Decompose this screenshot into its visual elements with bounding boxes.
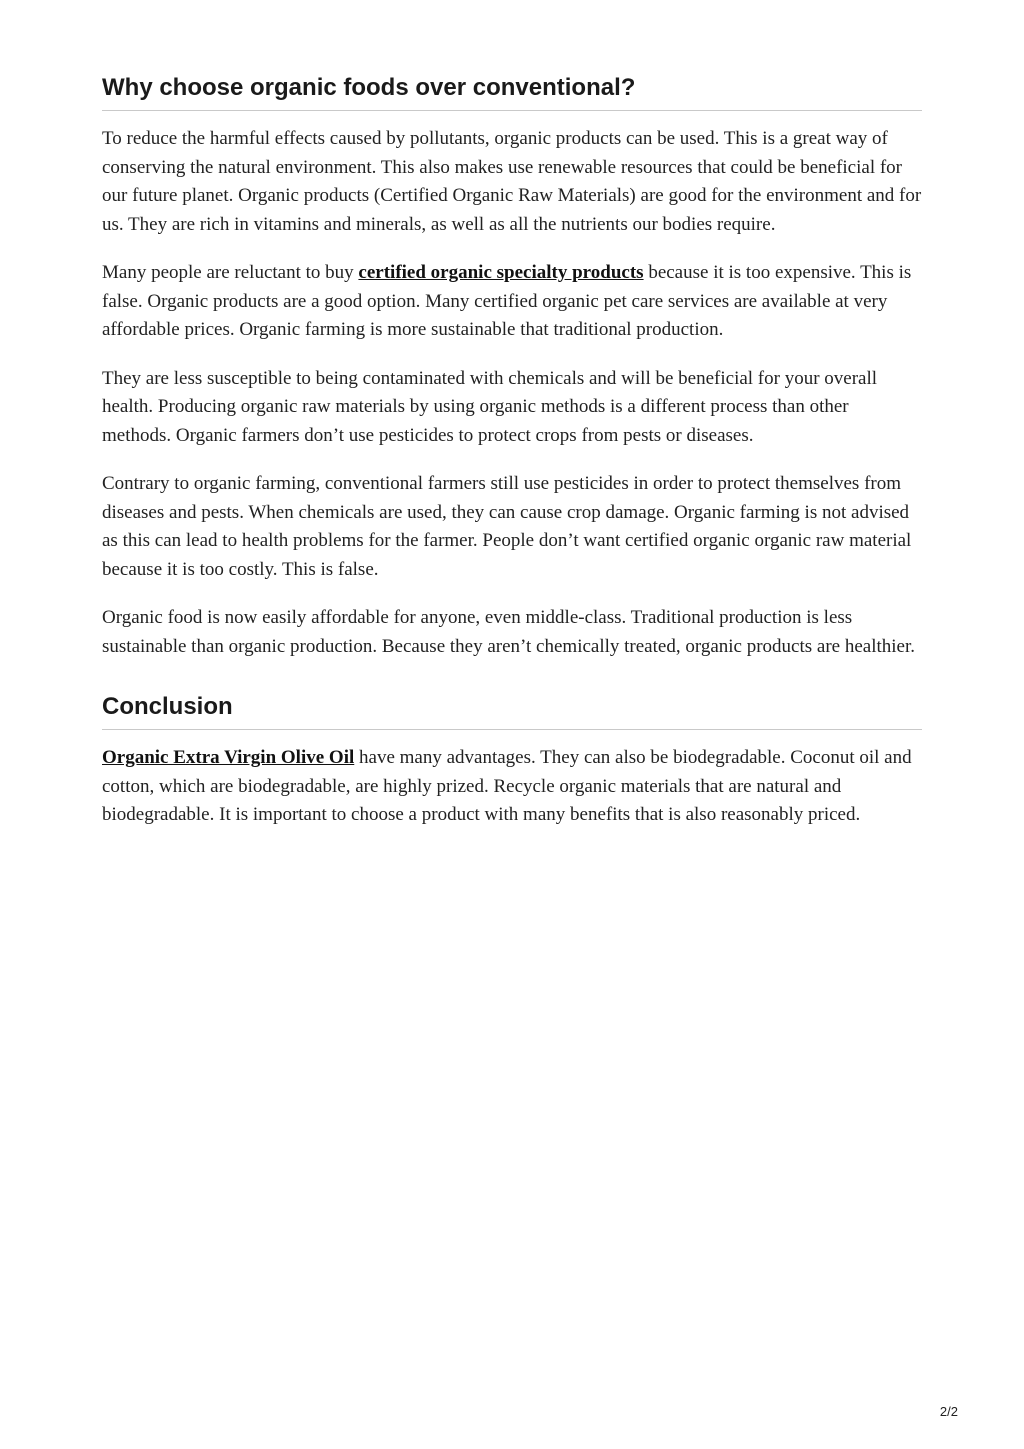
organic-extra-virgin-olive-oil-link[interactable]: Organic Extra Virgin Olive Oil <box>102 747 355 768</box>
page-number: 2/2 <box>939 1404 958 1419</box>
paragraph: Organic food is now easily affordable for anyone, even middle-class. Traditional production is less sustainable than organic production. Because they aren’t chemically treated, organic products are healthier. <box>102 607 916 657</box>
section-why-organic <box>102 72 922 661</box>
section-heading: Conclusion <box>102 691 922 730</box>
paragraph-text: Many people are reluctant to buy <box>102 262 359 283</box>
paragraph-text: have many advantages. They can also be biodegradable. Coconut oil and cotton, which are biodegradable, are highly prized. Recycle organic materials that are natural and biodegradable. It is important to choose a product with many benefits that is also reasonably priced. <box>102 747 912 825</box>
paragraph: Contrary to organic farming, conventional farmers still use pesticides in order to protect themselves from diseases and pests. When chemicals are used, they can cause crop damage. Organic farming is not advised as this can lead to health problems for the farmer. People don’t want certified organic organic raw material because it is too costly. This is false. <box>102 473 912 580</box>
document-page <box>102 72 922 830</box>
section-heading: Why choose organic foods over conventional? <box>102 72 922 111</box>
section-conclusion <box>102 691 922 830</box>
paragraph: They are less susceptible to being contaminated with chemicals and will be beneficial for your overall health. Producing organic raw materials by using organic methods is a different process than other methods. Organic farmers don’t use pesticides to protect crops from pests or diseases. <box>102 367 878 446</box>
paragraph <box>102 744 922 830</box>
certified-organic-specialty-products-link[interactable]: certified organic specialty products <box>358 262 644 283</box>
paragraph <box>102 259 922 345</box>
paragraph: To reduce the harmful effects caused by pollutants, organic products can be used. This is a great way of conserving the natural environment. This also makes use renewable resources that could be beneficial for our future planet. Organic products (Certified Organic Raw Materials) are good for the environment and for us. They are rich in vitamins and minerals, as well as all the nutrients our bodies require. <box>102 128 922 235</box>
paragraph-text: because it is too expensive. This is false. Organic products are a good option. Many certified organic pet care services are available at very affordable prices. Organic farming is more sustainable that traditional production. <box>102 262 912 340</box>
